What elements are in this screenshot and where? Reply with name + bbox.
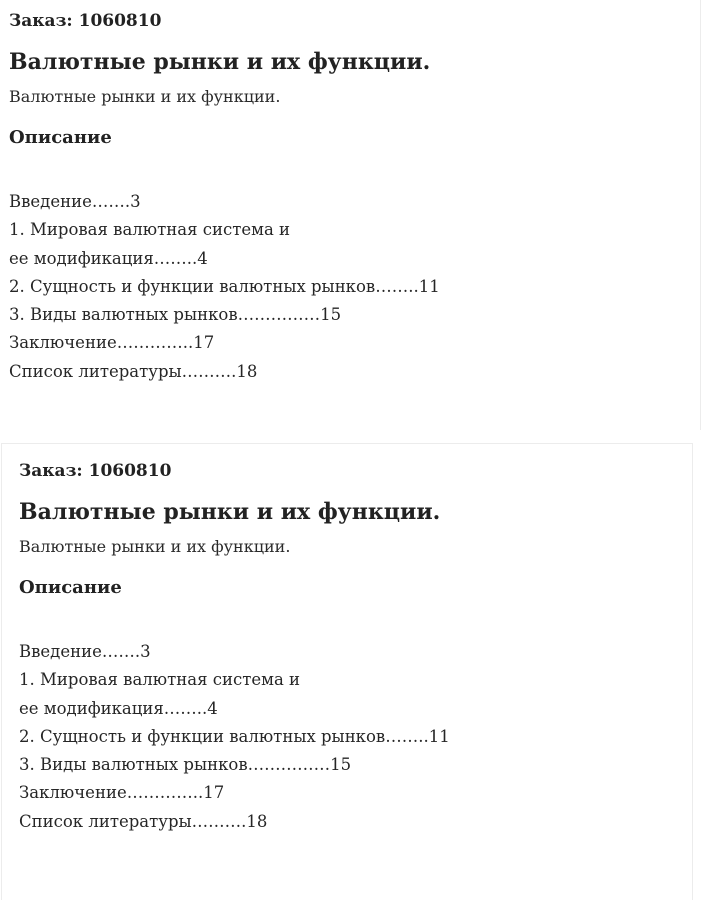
toc-item: Список литературы……….18 — [9, 361, 258, 381]
description-heading: Описание — [19, 577, 122, 598]
toc-item: Заключение…………..17 — [9, 333, 215, 353]
toc-item: 2. Сущность и функции валютных рынков……..11 — [9, 276, 440, 296]
toc-item: 1. Мировая валютная система и — [19, 670, 301, 690]
toc-item: Введение…….3 — [19, 642, 151, 661]
toc-item: ее модификация……..4 — [19, 698, 218, 718]
toc-item: Введение…….3 — [9, 192, 141, 211]
toc-item: Список литературы……….18 — [19, 811, 268, 831]
table-of-contents — [9, 188, 700, 386]
toc-item: ее модификация……..4 — [9, 248, 208, 268]
work-subtitle: Валютные рынки и их функции. — [9, 87, 281, 106]
order-card-2 — [1, 443, 693, 900]
order-number: Заказ: 1060810 — [9, 11, 162, 31]
toc-item: Заключение…………..17 — [19, 783, 225, 803]
table-of-contents — [19, 638, 692, 836]
order-number: Заказ: 1060810 — [19, 461, 172, 481]
work-title: Валютные рынки и их функции. — [19, 499, 441, 525]
toc-item: 2. Сущность и функции валютных рынков……..11 — [19, 726, 450, 746]
work-title: Валютные рынки и их функции. — [9, 49, 431, 75]
toc-item: 3. Виды валютных рынков……………15 — [19, 755, 352, 775]
toc-item: 1. Мировая валютная система и — [9, 220, 291, 240]
description-heading: Описание — [9, 127, 112, 148]
toc-item: 3. Виды валютных рынков……………15 — [9, 305, 342, 325]
order-card-1 — [0, 0, 701, 430]
work-subtitle: Валютные рынки и их функции. — [19, 537, 291, 556]
